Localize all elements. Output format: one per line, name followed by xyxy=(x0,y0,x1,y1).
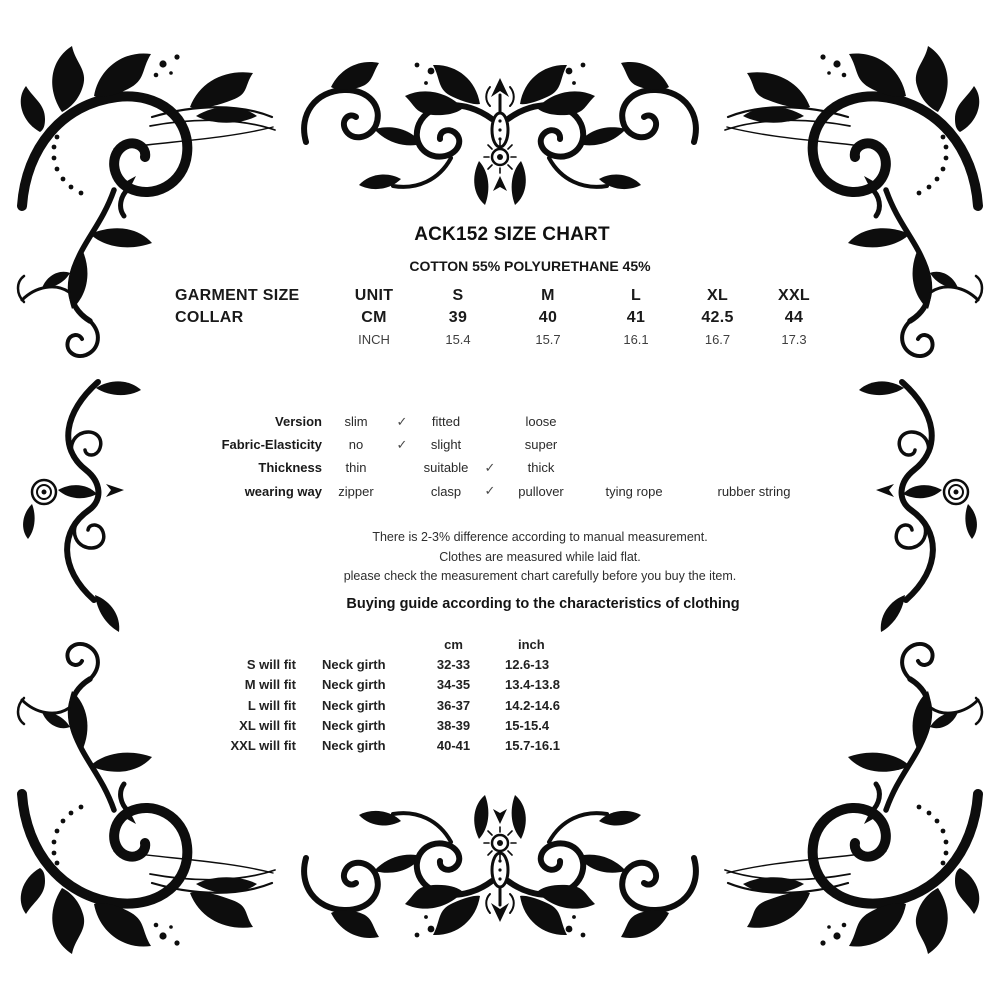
inch-value-l: 16.1 xyxy=(623,332,649,347)
attribute-label: wearing way xyxy=(244,483,322,499)
inch-value-m: 15.7 xyxy=(535,332,561,347)
fit-measure-label: Neck girth xyxy=(322,737,386,753)
note-line: please check the measurement chart carefully before you buy the item. xyxy=(343,569,737,583)
check-mark: ✓ xyxy=(484,459,496,475)
header-size-l: L xyxy=(630,287,642,304)
fit-row-xl xyxy=(200,716,628,736)
attribute-label: Version xyxy=(275,414,322,430)
attribute-row-elasticity xyxy=(192,433,820,456)
header-garment-size: GARMENT SIZE xyxy=(175,287,300,304)
page-title: ACK152 SIZE CHART xyxy=(414,224,610,245)
header-unit: UNIT xyxy=(354,287,394,304)
fit-header-empty xyxy=(200,635,296,655)
fit-header-empty xyxy=(322,635,402,655)
fit-inch-value: 12.6-13 xyxy=(505,657,550,673)
check-mark: ✓ xyxy=(396,413,408,429)
fit-measure-label: Neck girth xyxy=(322,677,386,693)
fit-row-xxl xyxy=(200,736,628,756)
spacer xyxy=(296,655,322,675)
unit-cm: CM xyxy=(361,309,387,326)
fit-inch-value: 14.2-14.6 xyxy=(505,697,560,713)
header-size-s: S xyxy=(452,287,464,304)
spacer xyxy=(296,696,322,716)
attribute-option: loose xyxy=(525,414,557,430)
vine-rose-left-edge xyxy=(23,381,141,632)
fit-cm-value: 38-39 xyxy=(436,717,471,733)
fit-row-s xyxy=(200,655,628,675)
attribute-option: suitable xyxy=(423,460,469,476)
attribute-row-wearing-way xyxy=(192,480,820,503)
fit-inch-value: 15.7-16.1 xyxy=(505,737,560,753)
fit-cm-value: 34-35 xyxy=(436,677,471,693)
note-line: There is 2-3% difference according to manual measurement. xyxy=(372,530,708,544)
header-size-xxl: XXL xyxy=(777,287,811,304)
fit-measure-label: Neck girth xyxy=(322,697,386,713)
attribute-option: slim xyxy=(344,414,368,430)
fit-row-l xyxy=(200,696,628,716)
fit-header-cm: cm xyxy=(444,637,463,652)
check-mark: ✓ xyxy=(484,483,496,499)
unit-inch: INCH xyxy=(358,332,390,347)
spacer xyxy=(296,675,322,695)
attribute-option: fitted xyxy=(431,414,461,430)
cm-value-m: 40 xyxy=(538,309,558,326)
collar-inch-row xyxy=(175,329,832,351)
inch-value-xl: 16.7 xyxy=(704,332,731,347)
material-subtitle: COTTON 55% POLYURETHANE 45% xyxy=(409,258,651,274)
fit-cm-value: 32-33 xyxy=(436,657,471,673)
fit-size-label: XXL will fit xyxy=(230,737,296,753)
attributes-block xyxy=(192,410,820,503)
corner-flourish-bottom-right xyxy=(578,644,982,954)
check-mark: ✓ xyxy=(396,436,408,452)
size-table-header-row xyxy=(175,285,832,307)
measurement-notes xyxy=(40,528,1000,587)
note-line: Clothes are measured while laid flat. xyxy=(439,549,641,564)
attribute-label: Fabric-Elasticity xyxy=(221,437,322,453)
fit-cm-value: 40-41 xyxy=(436,737,471,753)
fit-size-label: XL will fit xyxy=(239,717,296,733)
header-size-xl: XL xyxy=(706,287,729,304)
spacer xyxy=(296,716,322,736)
size-table xyxy=(175,285,832,351)
spacer xyxy=(296,736,322,756)
attribute-option: no xyxy=(348,437,364,453)
attribute-option: pullover xyxy=(518,483,564,499)
fit-row-m xyxy=(200,675,628,695)
collar-cm-row xyxy=(175,307,832,329)
fit-measure-label: Neck girth xyxy=(322,657,386,673)
fit-inch-value: 15-15.4 xyxy=(505,717,550,733)
attribute-row-thickness xyxy=(192,456,820,479)
header-size-m: M xyxy=(541,287,555,304)
cm-value-xxl: 44 xyxy=(784,309,804,326)
fit-header-inch: inch xyxy=(518,637,545,652)
fit-table-header-row xyxy=(200,635,628,655)
attribute-option: slight xyxy=(430,437,462,453)
fit-cm-value: 36-37 xyxy=(436,697,471,713)
buying-guide-heading: Buying guide according to the characteristics of clothing xyxy=(346,596,740,612)
inch-value-xxl: 17.3 xyxy=(781,332,807,347)
row-label-empty xyxy=(175,329,335,351)
fit-inch-value: 13.4-13.8 xyxy=(505,677,560,693)
spacer xyxy=(296,635,322,655)
attribute-option: thick xyxy=(527,460,555,476)
fit-size-label: S will fit xyxy=(246,657,296,673)
vine-rose-right-edge xyxy=(859,381,977,632)
attribute-label: Thickness xyxy=(258,460,322,476)
cm-value-l: 41 xyxy=(626,309,646,326)
attribute-option: tying rope xyxy=(605,483,663,499)
attribute-option: clasp xyxy=(430,483,462,499)
cm-value-s: 39 xyxy=(448,309,468,326)
attribute-option: rubber string xyxy=(717,483,791,499)
attribute-row-version xyxy=(192,410,820,433)
fit-size-label: L will fit xyxy=(247,697,296,713)
inch-value-s: 15.4 xyxy=(445,332,471,347)
fit-measure-label: Neck girth xyxy=(322,717,386,733)
cm-value-xl: 42.5 xyxy=(701,309,734,326)
fit-size-label: M will fit xyxy=(244,677,296,693)
fit-table xyxy=(200,635,628,756)
row-label-collar: COLLAR xyxy=(175,309,244,326)
attribute-option: thin xyxy=(345,460,367,476)
attribute-option: super xyxy=(524,437,558,453)
attribute-option: zipper xyxy=(338,483,374,499)
